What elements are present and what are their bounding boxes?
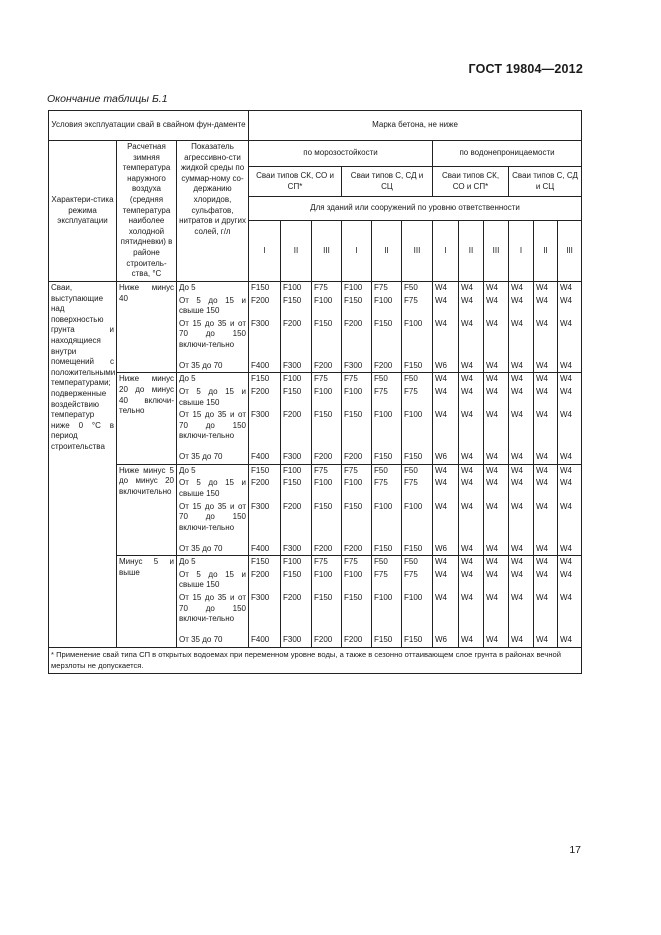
grade-value-cell: W4 — [558, 477, 582, 500]
grade-value-cell: W4 — [459, 282, 484, 295]
grade-value-cell: F200 — [281, 501, 312, 543]
grade-value-cell: F75 — [342, 373, 372, 386]
grade-value-cell: F100 — [372, 592, 402, 634]
grade-value-cell: F300 — [249, 318, 281, 360]
grade-value-cell: W4 — [509, 318, 534, 360]
grade-value-cell: F200 — [249, 569, 281, 592]
grade-value-cell: W4 — [558, 409, 582, 451]
grade-value-cell: W4 — [558, 295, 582, 318]
grade-value-cell: W4 — [433, 373, 459, 386]
grade-value-cell: W4 — [534, 360, 558, 373]
grade-value-cell: W4 — [534, 464, 558, 477]
level-header-cell: II — [281, 221, 312, 282]
temperature-cell: Ниже минус 20 до минус 40 включи-тельно — [117, 373, 177, 464]
grade-value-cell: F200 — [249, 295, 281, 318]
grade-value-cell: W4 — [459, 556, 484, 569]
grade-value-cell: F200 — [312, 634, 342, 647]
level-header-cell: II — [459, 221, 484, 282]
level-header-cell: I — [433, 221, 459, 282]
grade-value-cell: F150 — [372, 318, 402, 360]
grade-value-cell: F50 — [372, 556, 402, 569]
grade-value-cell: F150 — [281, 386, 312, 409]
grade-value-cell: F50 — [402, 464, 433, 477]
aggressiveness-cell: От 5 до 15 и свыше 150 — [177, 386, 249, 409]
grade-value-cell: F75 — [372, 477, 402, 500]
grade-value-cell: W4 — [459, 360, 484, 373]
grade-value-cell: W4 — [459, 386, 484, 409]
grade-value-cell: W4 — [534, 592, 558, 634]
grade-value-cell: W4 — [433, 592, 459, 634]
grade-value-cell: W4 — [459, 543, 484, 556]
header-frost-resistance: по морозостойкости — [249, 141, 433, 167]
aggressiveness-cell: От 35 до 70 — [177, 634, 249, 647]
grade-value-cell: F300 — [342, 360, 372, 373]
grade-value-cell: F150 — [312, 592, 342, 634]
grade-value-cell: F75 — [312, 556, 342, 569]
grade-value-cell: F300 — [281, 634, 312, 647]
grade-value-cell: F50 — [372, 373, 402, 386]
grade-value-cell: F200 — [249, 386, 281, 409]
grade-value-cell: W4 — [558, 451, 582, 464]
grade-value-cell: F150 — [342, 295, 372, 318]
grade-value-cell: W4 — [484, 318, 509, 360]
grade-value-cell: W4 — [459, 477, 484, 500]
grade-value-cell: F100 — [342, 569, 372, 592]
aggressiveness-cell: От 5 до 15 и свыше 150 — [177, 477, 249, 500]
grade-value-cell: W4 — [509, 592, 534, 634]
level-header-cell: II — [372, 221, 402, 282]
grade-value-cell: W4 — [433, 464, 459, 477]
grade-value-cell: W4 — [558, 282, 582, 295]
grade-value-cell: F150 — [249, 373, 281, 386]
grade-value-cell: F150 — [281, 295, 312, 318]
grade-value-cell: F100 — [372, 295, 402, 318]
grade-value-cell: W4 — [534, 295, 558, 318]
grade-value-cell: F100 — [342, 386, 372, 409]
table-footnote: * Применение свай типа СП в открытых водоемах при переменном уровне воды, а также в сезонно оттаивающем слое грунта в районах вечной мерзлоты не допускается. — [49, 647, 582, 673]
grade-value-cell: W4 — [509, 556, 534, 569]
grade-value-cell: F100 — [372, 409, 402, 451]
grade-value-cell: W4 — [534, 477, 558, 500]
grade-value-cell: W4 — [509, 295, 534, 318]
grade-value-cell: W4 — [558, 543, 582, 556]
grade-value-cell: W4 — [534, 451, 558, 464]
grade-value-cell: F200 — [342, 451, 372, 464]
grade-value-cell: F400 — [249, 451, 281, 464]
grade-value-cell: F150 — [342, 592, 372, 634]
standard-number: ГОСТ 19804—2012 — [468, 62, 583, 76]
grade-value-cell: W4 — [509, 464, 534, 477]
grade-value-cell: W4 — [433, 295, 459, 318]
grade-value-cell: W4 — [484, 373, 509, 386]
grade-value-cell: W4 — [484, 409, 509, 451]
grade-value-cell: F300 — [281, 543, 312, 556]
grade-value-cell: W6 — [433, 451, 459, 464]
grade-value-cell: W4 — [509, 634, 534, 647]
header-temperature: Расчетная зимняя температура наружного воздуха (средняя температура наиболее холодной пятидневки) в районе строитель-ства, °С — [117, 141, 177, 282]
grade-value-cell: F150 — [342, 409, 372, 451]
grade-value-cell: W4 — [534, 501, 558, 543]
grade-value-cell: F200 — [312, 451, 342, 464]
grade-value-cell: W4 — [534, 386, 558, 409]
grade-value-cell: F100 — [312, 386, 342, 409]
grade-value-cell: W4 — [558, 464, 582, 477]
grade-value-cell: F100 — [312, 569, 342, 592]
grade-value-cell: W4 — [484, 295, 509, 318]
grade-value-cell: W4 — [433, 386, 459, 409]
grade-value-cell: F100 — [281, 373, 312, 386]
grade-value-cell: W4 — [509, 569, 534, 592]
temperature-cell: Ниже минус 40 — [117, 282, 177, 373]
grade-value-cell: W4 — [433, 569, 459, 592]
grade-value-cell: F100 — [402, 318, 433, 360]
grade-value-cell: W4 — [509, 409, 534, 451]
aggressiveness-cell: От 15 до 35 и от 70 до 150 включи-тельно — [177, 592, 249, 634]
header-piles-sk-water: Сваи типов СК, СО и СП* — [433, 167, 509, 197]
grade-value-cell: W4 — [509, 360, 534, 373]
table-row — [49, 282, 582, 295]
grade-value-cell: W4 — [484, 477, 509, 500]
grade-value-cell: W4 — [459, 451, 484, 464]
grade-value-cell: F200 — [312, 360, 342, 373]
grade-value-cell: W4 — [509, 501, 534, 543]
grade-value-cell: W4 — [509, 282, 534, 295]
grade-value-cell: F75 — [402, 295, 433, 318]
grade-value-cell: F100 — [402, 592, 433, 634]
grade-value-cell: W4 — [558, 386, 582, 409]
table-caption: Окончание таблицы Б.1 — [47, 93, 168, 105]
grade-value-cell: W4 — [558, 501, 582, 543]
grade-value-cell: F150 — [402, 360, 433, 373]
grade-value-cell: F150 — [402, 451, 433, 464]
grade-value-cell: W4 — [509, 373, 534, 386]
grade-value-cell: W4 — [459, 318, 484, 360]
grade-value-cell: W4 — [484, 569, 509, 592]
aggressiveness-cell: От 35 до 70 — [177, 360, 249, 373]
grade-value-cell: F200 — [342, 634, 372, 647]
aggressiveness-cell: От 15 до 35 и от 70 до 150 включи-тельно — [177, 318, 249, 360]
grade-value-cell: F200 — [342, 318, 372, 360]
grade-value-cell: W6 — [433, 543, 459, 556]
aggressiveness-cell: До 5 — [177, 556, 249, 569]
grade-value-cell: F150 — [372, 543, 402, 556]
header-mode: Характери-стика режима эксплуатации — [49, 141, 117, 282]
temperature-cell: Минус 5 и выше — [117, 556, 177, 647]
level-header-cell: I — [342, 221, 372, 282]
temperature-cell: Ниже минус 5 до минус 20 включительно — [117, 464, 177, 555]
grade-value-cell: W4 — [484, 464, 509, 477]
page-number: 17 — [569, 844, 581, 856]
grade-value-cell: F100 — [312, 295, 342, 318]
grade-value-cell: W4 — [534, 282, 558, 295]
grade-value-cell: F75 — [342, 556, 372, 569]
grade-value-cell: W4 — [484, 386, 509, 409]
grade-value-cell: F200 — [281, 592, 312, 634]
grade-value-cell: W4 — [484, 451, 509, 464]
header-responsibility-level: Для зданий или сооружений по уровню ответственности — [249, 197, 582, 221]
grade-value-cell: F75 — [342, 464, 372, 477]
grade-value-cell: F50 — [372, 464, 402, 477]
grade-value-cell: F400 — [249, 360, 281, 373]
table-row — [49, 556, 582, 569]
grade-value-cell: W4 — [459, 295, 484, 318]
grade-value-cell: F100 — [402, 501, 433, 543]
grade-value-cell: F300 — [249, 592, 281, 634]
grade-value-cell: F100 — [342, 477, 372, 500]
grade-value-cell: W6 — [433, 634, 459, 647]
grade-value-cell: W4 — [484, 543, 509, 556]
grade-value-cell: F150 — [249, 556, 281, 569]
grade-value-cell: W4 — [484, 501, 509, 543]
level-header-cell: II — [534, 221, 558, 282]
grade-value-cell: W4 — [509, 543, 534, 556]
grade-value-cell: W4 — [558, 634, 582, 647]
aggressiveness-cell: До 5 — [177, 464, 249, 477]
grade-value-cell: F150 — [281, 569, 312, 592]
grade-value-cell: W6 — [433, 360, 459, 373]
grade-value-cell: F150 — [312, 409, 342, 451]
grade-value-cell: W4 — [534, 318, 558, 360]
grade-value-cell: W4 — [433, 477, 459, 500]
operation-mode-cell: Сваи, выступающие над поверхностью грунта и находящиеся внутри помещений с положительными температурами; подверженные воздействию температур ниже 0 °С в период строительства — [49, 282, 117, 648]
level-header-cell: III — [312, 221, 342, 282]
grade-value-cell: W4 — [534, 634, 558, 647]
grade-value-cell: F75 — [312, 373, 342, 386]
grade-value-cell: F100 — [312, 477, 342, 500]
concrete-grade-table — [48, 110, 582, 674]
grade-value-cell: F75 — [402, 569, 433, 592]
aggressiveness-cell: От 15 до 35 и от 70 до 150 включи-тельно — [177, 501, 249, 543]
grade-value-cell: W4 — [534, 543, 558, 556]
grade-value-cell: F150 — [249, 464, 281, 477]
grade-value-cell: F150 — [342, 501, 372, 543]
grade-value-cell: W4 — [459, 464, 484, 477]
grade-value-cell: F200 — [249, 477, 281, 500]
table-row — [49, 464, 582, 477]
grade-value-cell: W4 — [509, 386, 534, 409]
grade-value-cell: F150 — [372, 451, 402, 464]
grade-value-cell: F300 — [281, 360, 312, 373]
grade-value-cell: W4 — [433, 318, 459, 360]
grade-value-cell: F100 — [402, 409, 433, 451]
level-header-cell: III — [484, 221, 509, 282]
grade-value-cell: W4 — [433, 501, 459, 543]
grade-value-cell: F300 — [281, 451, 312, 464]
header-piles-sk-frost: Сваи типов СК, СО и СП* — [249, 167, 342, 197]
grade-value-cell: F150 — [402, 543, 433, 556]
aggressiveness-cell: До 5 — [177, 282, 249, 295]
grade-value-cell: F150 — [312, 501, 342, 543]
grade-value-cell: F400 — [249, 543, 281, 556]
header-piles-s-water: Сваи типов С, СД и СЦ — [509, 167, 582, 197]
level-header-cell: III — [402, 221, 433, 282]
grade-value-cell: F75 — [372, 282, 402, 295]
grade-value-cell: W4 — [484, 556, 509, 569]
grade-value-cell: F150 — [312, 318, 342, 360]
grade-value-cell: F50 — [402, 556, 433, 569]
grade-value-cell: W4 — [484, 592, 509, 634]
grade-value-cell: F75 — [402, 386, 433, 409]
grade-value-cell: W4 — [459, 592, 484, 634]
aggressiveness-cell: От 5 до 15 и свыше 150 — [177, 295, 249, 318]
aggressiveness-cell: До 5 — [177, 373, 249, 386]
grade-value-cell: F400 — [249, 634, 281, 647]
grade-value-cell: F100 — [281, 282, 312, 295]
grade-value-cell: F150 — [372, 634, 402, 647]
header-concrete-grade: Марка бетона, не ниже — [249, 111, 582, 141]
aggressiveness-cell: От 35 до 70 — [177, 451, 249, 464]
grade-value-cell: W4 — [534, 569, 558, 592]
grade-value-cell: W4 — [433, 282, 459, 295]
level-header-cell: I — [249, 221, 281, 282]
grade-value-cell: W4 — [459, 569, 484, 592]
grade-value-cell: F200 — [312, 543, 342, 556]
grade-value-cell: F50 — [402, 282, 433, 295]
grade-value-cell: W4 — [534, 373, 558, 386]
header-aggressiveness: Показатель агрессивно-сти жидкой среды по суммар-ному со-держанию хлоридов, сульфатов, нитратов и других солей, г/л — [177, 141, 249, 282]
grade-value-cell: F100 — [342, 282, 372, 295]
grade-value-cell: F200 — [342, 543, 372, 556]
grade-value-cell: F100 — [281, 464, 312, 477]
grade-value-cell: F150 — [402, 634, 433, 647]
grade-value-cell: W4 — [558, 373, 582, 386]
grade-value-cell: F300 — [249, 501, 281, 543]
grade-value-cell: W4 — [558, 556, 582, 569]
grade-value-cell: F50 — [402, 373, 433, 386]
grade-value-cell: F75 — [372, 386, 402, 409]
grade-value-cell: W4 — [433, 556, 459, 569]
grade-value-cell: W4 — [459, 634, 484, 647]
grade-value-cell: W4 — [459, 373, 484, 386]
grade-value-cell: W4 — [459, 409, 484, 451]
grade-value-cell: W4 — [534, 409, 558, 451]
grade-value-cell: W4 — [558, 360, 582, 373]
aggressiveness-cell: От 15 до 35 и от 70 до 150 включи-тельно — [177, 409, 249, 451]
grade-value-cell: W4 — [509, 451, 534, 464]
grade-value-cell: W4 — [459, 501, 484, 543]
grade-value-cell: F75 — [312, 282, 342, 295]
aggressiveness-cell: От 5 до 15 и свыше 150 — [177, 569, 249, 592]
aggressiveness-cell: От 35 до 70 — [177, 543, 249, 556]
grade-value-cell: F300 — [249, 409, 281, 451]
level-header-cell: I — [509, 221, 534, 282]
grade-value-cell: W4 — [484, 360, 509, 373]
grade-value-cell: W4 — [433, 409, 459, 451]
grade-value-cell: F200 — [281, 318, 312, 360]
grade-value-cell: F100 — [281, 556, 312, 569]
grade-value-cell: F200 — [281, 409, 312, 451]
table-row — [49, 373, 582, 386]
grade-value-cell: W4 — [558, 318, 582, 360]
grade-value-cell: W4 — [558, 592, 582, 634]
header-water-resistance: по водонепроницаемости — [433, 141, 582, 167]
grade-value-cell: W4 — [484, 634, 509, 647]
grade-value-cell: W4 — [534, 556, 558, 569]
grade-value-cell: F150 — [249, 282, 281, 295]
grade-value-cell: F100 — [372, 501, 402, 543]
level-header-cell: III — [558, 221, 582, 282]
header-piles-s-frost: Сваи типов С, СД и СЦ — [342, 167, 433, 197]
grade-value-cell: W4 — [558, 569, 582, 592]
grade-value-cell: F75 — [372, 569, 402, 592]
grade-value-cell: W4 — [484, 282, 509, 295]
header-conditions: Условия эксплуатации свай в свайном фун-даменте — [49, 111, 249, 141]
grade-value-cell: F150 — [281, 477, 312, 500]
grade-value-cell: F75 — [402, 477, 433, 500]
grade-value-cell: W4 — [509, 477, 534, 500]
grade-value-cell: F75 — [312, 464, 342, 477]
grade-value-cell: F200 — [372, 360, 402, 373]
